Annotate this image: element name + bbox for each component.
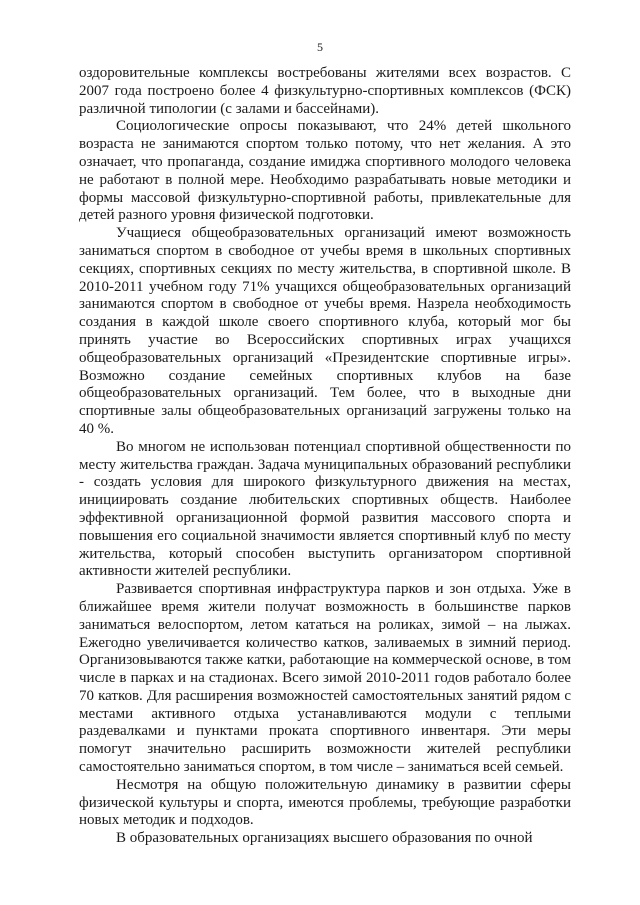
document-body — [79, 65, 571, 848]
paragraph-sports-community: Во многом не использован потенциал спортивной общественности по месту жительства граждан. Задача муниципальных образований республики - создать условия для широкого физкультурного движения на местах, инициировать создание любительских спортивных обществ. Наиболее эффективной организационной формой развития массового спорта и повышения его социальной значимости является спортивный клуб по месту жительства, который способен выступить организатором спортивной активности жителей республики. — [79, 438, 571, 580]
paragraph-sociological-surveys: Социологические опросы показывают, что 24% детей школьного возраста не занимаются спортом только потому, что нет желания. А это означает, что пропаганда, создание имиджа спортивного молодого человека не работают в полной мере. Необходимо разрабатывать новые методики и формы массовой физкультурно-спортивной работы, привлекательные для детей разного уровня физической подготовки. — [79, 118, 571, 224]
paragraph-school-students: Учащиеся общеобразовательных организаций имеют возможность заниматься спортом в свободное от учебы время в школьных спортивных секциях, спортивных секциях по месту жительства, в спортивной школе. В 2010-2011 учебном году 71% учащихся общеобразовательных организаций занимаются спортом в свободное от учебы время. Назрела необходимость создания в каждой школе своего спортивного клуба, который мог бы принять участие во Всероссийских спортивных играх учащихся общеобразовательных организаций «Президентские спортивные игры». Возможно создание семейных спортивных клубов на базе общеобразовательных организаций. Тем более, что в выходные дни спортивные залы общеобразовательных организаций загружены только на 40 %. — [79, 225, 571, 437]
paragraph-continued: оздоровительные комплексы востребованы жителями всех возрастов. С 2007 года построено более 4 физкультурно-спортивных комплексов (ФСК) различной типологии (с залами и бассейнами). — [79, 65, 571, 117]
paragraph-park-infrastructure: Развивается спортивная инфраструктура парков и зон отдыха. Уже в ближайшее время жители получат возможность в большинстве парков заниматься велоспортом, летом кататься на роликах, зимой – на лыжах. Ежегодно увеличивается количество катков, заливаемых в зимний период. Организовываются также катки, работающие на коммерческой основе, в том числе в парках и на стадионах. Всего зимой 2010-2011 годов работало более 70 катков. Для расширения возможностей самостоятельных занятий рядом с местами активного отдыха устанавливаются модули с теплыми раздевалками и пунктами проката спортивного инвентаря. Эти меры помогут значительно расширить возможности жителей республики самостоятельно заниматься спортом, в том числе – заниматься всей семьей. — [79, 581, 571, 776]
paragraph-higher-education: В образовательных организациях высшего образования по очной — [116, 830, 533, 847]
paragraph-problems: Несмотря на общую положительную динамику в развитии сферы физической культуры и спорта, имеются проблемы, требующие разработки новых методик и подходов. — [79, 776, 571, 829]
page-number: 5 — [317, 40, 323, 54]
